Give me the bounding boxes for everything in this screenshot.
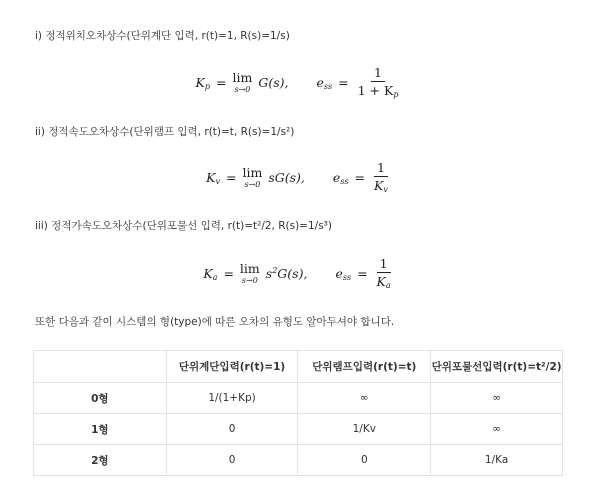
table-cell: ∞ [431,383,563,414]
table-cell: 1/(1+Kp) [166,383,298,414]
table-cell: 1/Kv [298,414,431,445]
error-table [33,350,563,476]
section-1-heading: i) 정적위치오차상수(단위계단 입력, r(t)=1, R(s)=1/s) [35,30,290,42]
type-note: 또한 다음과 같이 시스템의 형(type)에 따른 오차의 유형도 알아두셔야 합니다. [35,316,395,328]
table-cell: 0 [166,414,298,445]
section-3-heading: iii) 정적가속도오차상수(단위포물선 입력, r(t)=t²/2, R(s)=1/s³) [35,220,332,232]
row-type: 1형 [34,414,167,445]
table-header-row [34,351,563,383]
table-header-ramp: 단위램프입력(r(t)=t) [298,351,431,383]
formula-position-error: $K_p$ = lim s→0 G(s), $e_{ss}$ = $\frac{1}{1 + K_p}$ [195,65,399,100]
table-row [34,383,563,414]
table-row [34,445,563,476]
table-row [34,414,563,445]
table-cell: 0 [166,445,298,476]
table-header-corner [34,351,167,383]
table-header-step: 단위계단입력(r(t)=1) [166,351,298,383]
formula-velocity-error: $K_v$ = lim s→0 sG(s), $e_{ss}$ = $\frac{1}{K_v}$ [206,160,388,195]
section-2-heading: ii) 정적속도오차상수(단위램프 입력, r(t)=t, R(s)=1/s²) [35,126,295,138]
row-type: 0형 [34,383,167,414]
table-cell: 0 [298,445,431,476]
table-cell: ∞ [431,414,563,445]
formula-acceleration-error: $K_a$ = lim s→0 $s^2G(s)$, $e_{ss}$ = $\frac{1}{K_a}$ [203,256,391,291]
table-cell: 1/Ka [431,445,563,476]
table-cell: ∞ [298,383,431,414]
table-header-parabolic: 단위포물선입력(r(t)=t²/2) [431,351,563,383]
row-type: 2형 [34,445,167,476]
